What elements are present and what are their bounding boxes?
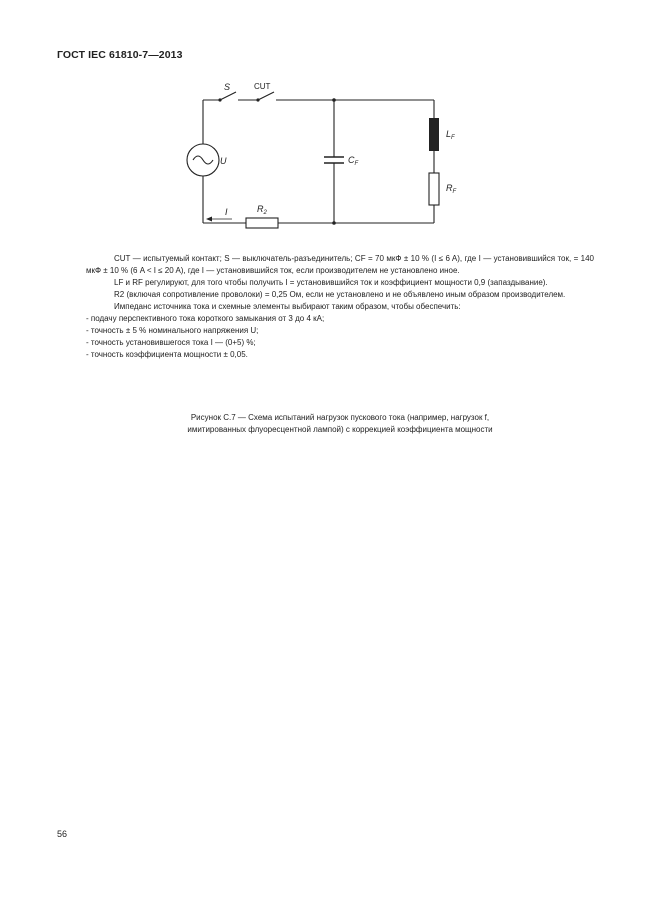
figure-notes [86,253,594,361]
list-item: - точность ± 5 % номинального напряжения U; [86,326,259,335]
label-resistor-r2: $R_2$ [257,204,267,216]
figure-caption [86,412,594,436]
note-r2: R2 (включая сопротивление проволоки) = 0,25 Ом, если не установлено и не объявлено иным образом производителем. [114,290,566,299]
switch-s-blade [220,92,236,100]
page-number: 56 [57,829,68,839]
inductor-lf [429,118,439,151]
label-source-u: U [220,156,227,166]
requirements-list [86,313,594,361]
document-header: ГОСТ IEC 61810-7—2013 [57,49,183,61]
circuit-diagram [170,78,457,238]
list-item: - точность коэффициента мощности ± 0,05. [86,350,248,359]
junction-top [332,98,336,102]
label-resistor-rf: $R_F$ [446,183,457,195]
switch-s-contact [218,98,221,101]
sine-wave-icon [193,156,213,164]
caption-line-2: имитированных флуоресцентной лампой) с коррекцией коэффициента мощности [187,425,493,434]
note-definitions: CUT — испытуемый контакт; S — выключатель-разъединитель; CF = 70 мкФ ± 10 % (I ≤ 6 A), где I — установившийся ток, = 140 мкФ ± 10 % (6 A < I ≤ 20 A), где I — установившийся ток, если производителем не установлено иное. [86,254,594,275]
junction-bottom [332,221,336,225]
label-inductor: $L_F$ [446,129,455,141]
resistor-rf [429,173,439,205]
caption-line-1: Рисунок С.7 — Схема испытаний нагрузок пускового тока (например, нагрузок f, [190,413,490,422]
switch-cut-contact [256,98,259,101]
label-switch-s: S [224,82,231,92]
switch-cut-blade [258,92,274,100]
resistor-r2 [246,218,278,228]
note-lf-rf: LF и RF регулируют, для того чтобы получить I = установившийся ток и коэффициент мощности 0,9 (запаздывание). [114,278,548,287]
current-arrow-head [206,217,212,222]
label-switch-cut: CUT [254,82,271,91]
note-impedance: Импеданс источника тока и схемные элементы выбирают таким образом, чтобы обеспечить: [114,302,461,311]
label-capacitor: $C_F$ [348,155,359,167]
label-current: I [225,207,228,217]
list-item: - точность установившегося тока I — (0+5) %; [86,338,256,347]
list-item: - подачу перспективного тока короткого замыкания от 3 до 4 кА; [86,314,325,323]
